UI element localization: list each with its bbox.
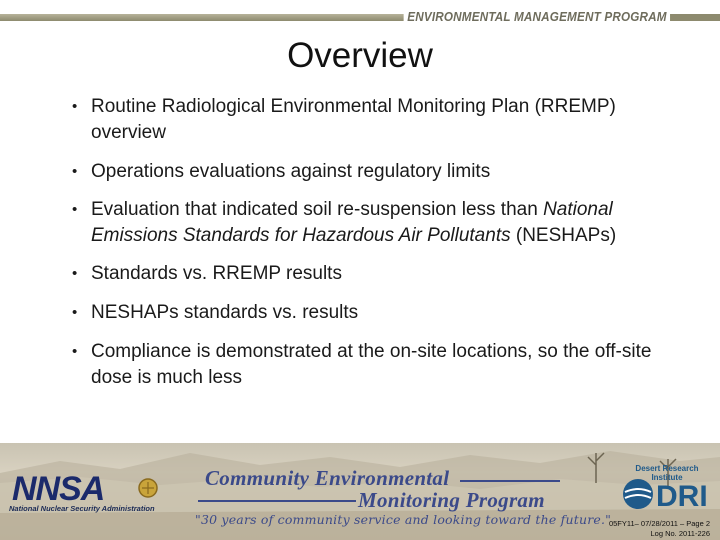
slide-page-ref: 05FY11– 07/28/2011 – Page 2 [608,519,710,528]
bullet-text: Evaluation that indicated soil re-suspension less than [91,199,544,220]
slide-reference [609,519,710,539]
bullet-dot: • [72,265,78,282]
bullet-text: Routine Radiological Environmental Monitoring Plan (RREMP) overview [91,96,616,143]
program-name-line2: Monitoring Program [358,488,545,512]
bullet-item [72,300,672,326]
bullet-text: Compliance is demonstrated at the on-site locations, so the off-site dose is much less [91,341,652,388]
dri-name: Desert Research Institute [635,464,699,482]
bullet-item [72,261,672,287]
program-tagline: "30 years of community service and looking toward the future." [195,512,612,527]
nnsa-logo-letters: NNSA [12,470,105,508]
bullet-dot: • [72,304,78,321]
bullet-item [72,339,672,391]
program-label: ENVIRONMENTAL MANAGEMENT PROGRAM [403,10,670,24]
bullet-item [72,159,672,185]
bullet-text: Standards vs. RREMP results [91,263,342,284]
dri-logo-letters: DRI [656,480,708,513]
bullet-item [72,197,672,249]
dri-logo [620,472,714,516]
bullet-text: NESHAPs standards vs. results [91,302,359,323]
bullet-text: Operations evaluations against regulatory limits [91,161,491,182]
program-rule-1 [460,480,560,482]
bullet-dot: • [72,343,78,360]
bullet-text-italic: National Emissions Standards for Hazardous Air Pollutants [91,199,613,246]
bullet-dot: • [72,201,78,218]
log-number: Log No. 2011-226 [650,529,710,538]
slide-title: Overview [287,36,433,75]
banner-stripe-end [670,14,720,21]
header-banner [0,10,720,24]
nnsa-full-name: National Nuclear Security Administration [9,504,155,513]
bullet-item [72,94,672,146]
bullet-dot: • [72,163,78,180]
program-rule-2 [198,500,356,502]
bullet-list [72,94,672,391]
program-name-line1: Community Environmental [205,466,450,490]
bullet-text-suffix: (NESHAPs) [510,225,617,246]
bullet-dot: • [72,98,78,115]
